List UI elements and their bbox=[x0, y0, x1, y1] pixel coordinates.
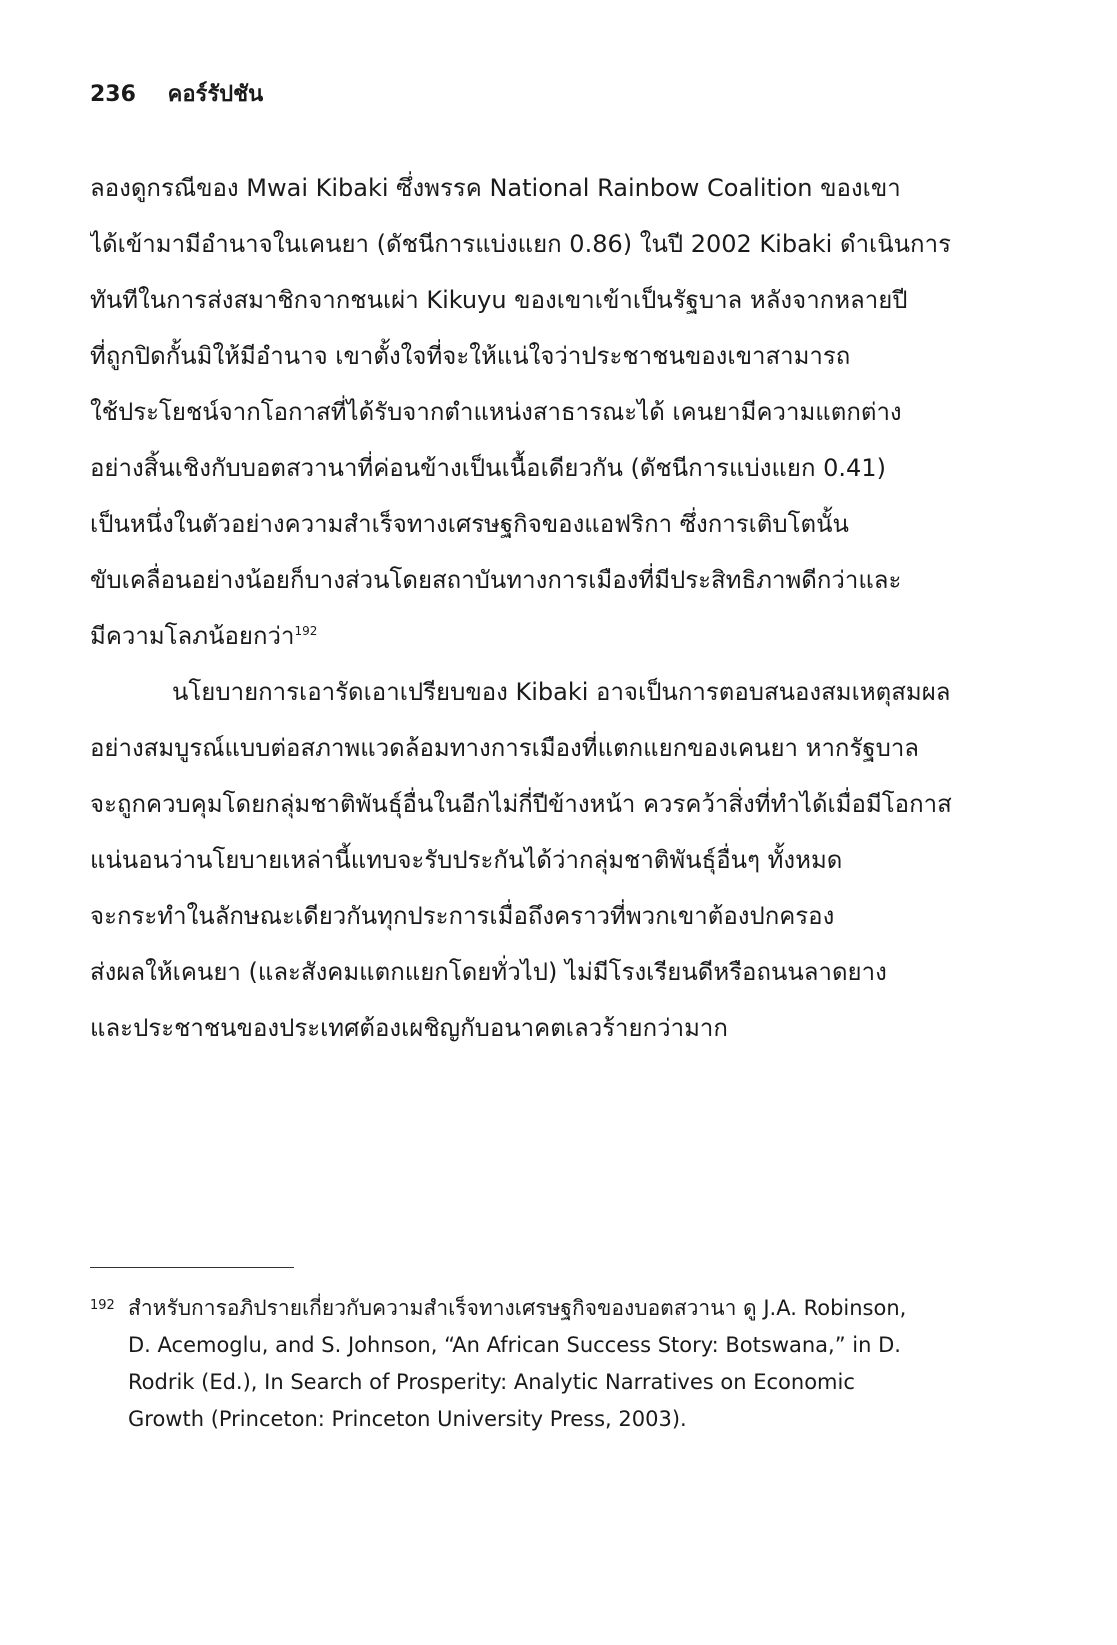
text-line: จะถูกควบคุมโดยกลุ่มชาติพันธุ์อื่นในอีกไม่กี่ปีข้างหน้า ควรคว้าสิ่งที่ทำได้เมื่อมีโอกาส bbox=[90, 790, 952, 818]
body-text bbox=[90, 160, 958, 1056]
running-head bbox=[90, 78, 263, 112]
text-line: ใช้ประโยชน์จากโอกาสที่ได้รับจากตำแหน่งสาธารณะได้ เคนยามีความแตกต่าง bbox=[90, 398, 902, 426]
footnote-line: Growth (Princeton: Princeton University Press, 2003). bbox=[128, 1407, 687, 1431]
text-line: นโยบายการเอารัดเอาเปรียบของ Kibaki อาจเป็นการตอบสนองสมเหตุสมผล bbox=[172, 678, 951, 706]
paragraph-1 bbox=[90, 160, 958, 664]
footnote-text bbox=[128, 1290, 958, 1438]
footnote-reference[interactable]: 192 bbox=[294, 624, 318, 638]
paragraph-2 bbox=[90, 664, 958, 1056]
text-line: และประชาชนของประเทศต้องเผชิญกับอนาคตเลวร้ายกว่ามาก bbox=[90, 1014, 728, 1042]
text-line-content: มีความโลภน้อยกว่า bbox=[90, 622, 295, 650]
text-line: ทันทีในการส่งสมาชิกจากชนเผ่า Kikuyu ของเขาเข้าเป็นรัฐบาล หลังจากหลายปี bbox=[90, 286, 908, 314]
footnote-line: Rodrik (Ed.), In Search of Prosperity: Analytic Narratives on Economic bbox=[128, 1370, 855, 1394]
text-line: ขับเคลื่อนอย่างน้อยก็บางส่วนโดยสถาบันทางการเมืองที่มีประสิทธิภาพดีกว่าและ bbox=[90, 566, 902, 594]
text-line: ที่ถูกปิดกั้นมิให้มีอำนาจ เขาตั้งใจที่จะให้แน่ใจว่าประชาชนของเขาสามารถ bbox=[90, 342, 851, 370]
text-line-last bbox=[90, 608, 958, 664]
footnote-divider bbox=[90, 1267, 294, 1268]
text-line: อย่างสมบูรณ์แบบต่อสภาพแวดล้อมทางการเมืองที่แตกแยกของเคนยา หากรัฐบาล bbox=[90, 734, 919, 762]
page-number: 236 bbox=[90, 82, 136, 107]
text-line: จะกระทำในลักษณะเดียวกันทุกประการเมื่อถึงคราวที่พวกเขาต้องปกครอง bbox=[90, 902, 835, 930]
text-line: ได้เข้ามามีอำนาจในเคนยา (ดัชนีการแบ่งแยก 0.86) ในปี 2002 Kibaki ดำเนินการ bbox=[90, 230, 951, 258]
text-line: อย่างสิ้นเชิงกับบอตสวานาที่ค่อนข้างเป็นเนื้อเดียวกัน (ดัชนีการแบ่งแยก 0.41) bbox=[90, 454, 886, 482]
footnote-line: D. Acemoglu, and S. Johnson, “An African Success Story: Botswana,” in D. bbox=[128, 1333, 901, 1357]
text-line: ลองดูกรณีของ Mwai Kibaki ซึ่งพรรค National Rainbow Coalition ของเขา bbox=[90, 174, 901, 202]
footnote-line: สำหรับการอภิปรายเกี่ยวกับความสำเร็จทางเศรษฐกิจของบอตสวานา ดู J.A. Robinson, bbox=[128, 1296, 907, 1320]
text-line: แน่นอนว่านโยบายเหล่านี้แทบจะรับประกันได้ว่ากลุ่มชาติพันธุ์อื่นๆ ทั้งหมด bbox=[90, 846, 843, 874]
running-title: คอร์รัปชัน bbox=[167, 82, 264, 107]
text-line: เป็นหนึ่งในตัวอย่างความสำเร็จทางเศรษฐกิจของแอฟริกา ซึ่งการเติบโตนั้น bbox=[90, 510, 849, 538]
text-line: ส่งผลให้เคนยา (และสังคมแตกแยกโดยทั่วไป) ไม่มีโรงเรียนดีหรือถนนลาดยาง bbox=[90, 958, 887, 986]
footnote-number: 192 bbox=[90, 1298, 115, 1313]
